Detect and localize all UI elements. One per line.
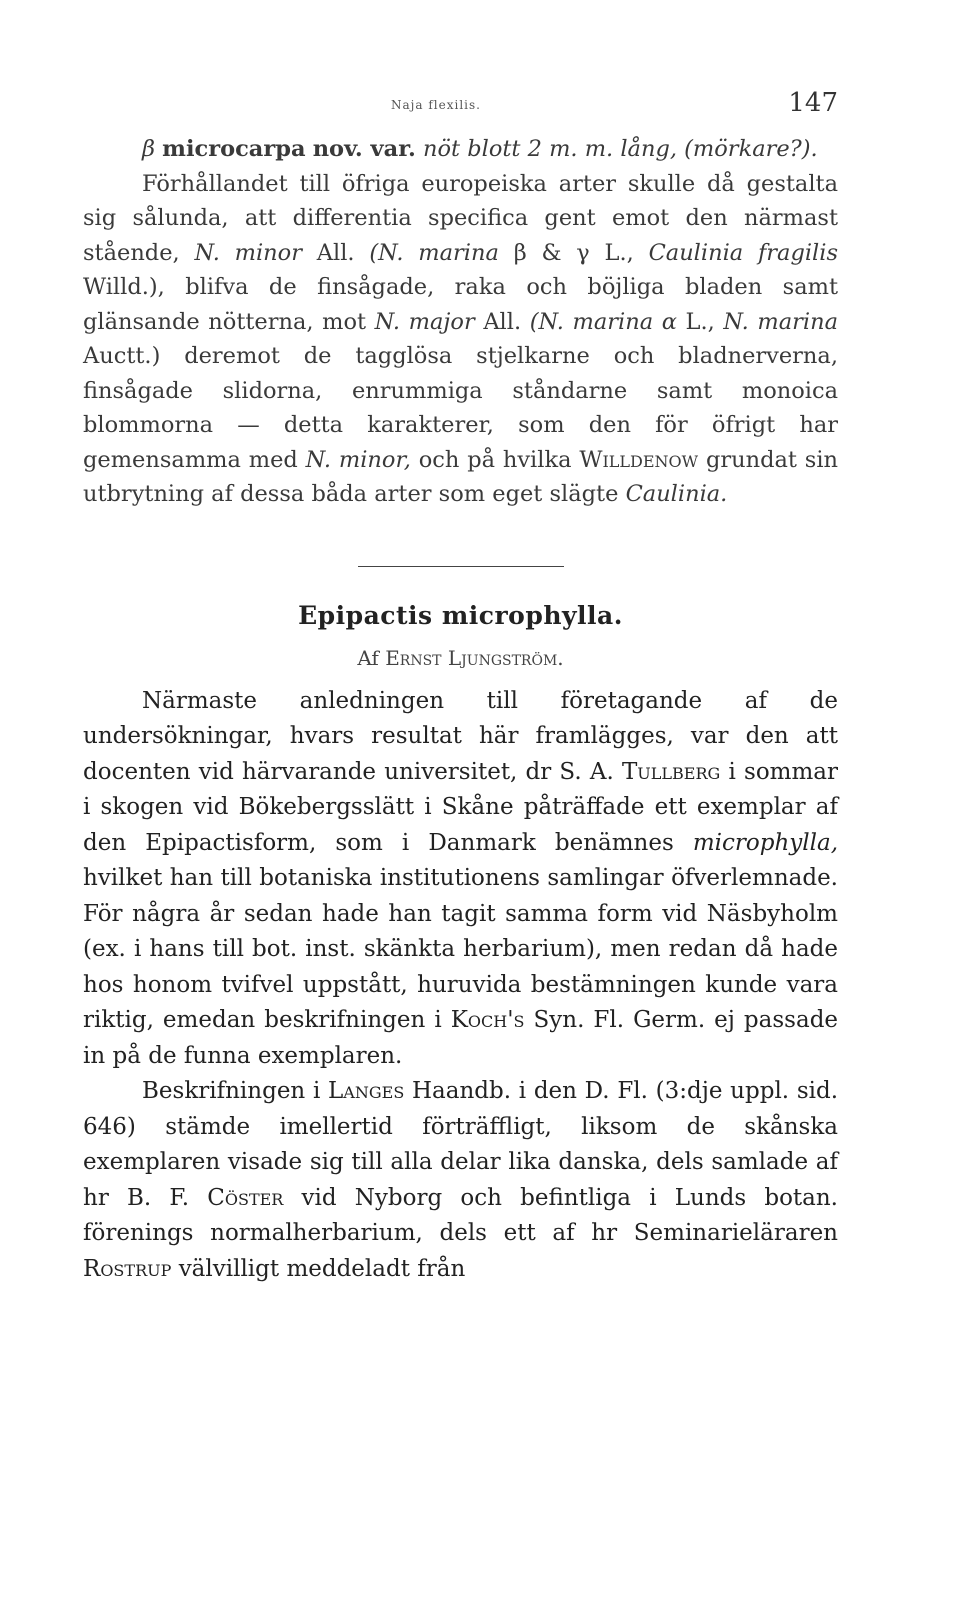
- name-rostrup: Rostrup: [83, 1255, 172, 1282]
- taxon-caulinia: Caulinia.: [625, 481, 728, 507]
- book-page: [83, 88, 838, 1287]
- variety-desc: nöt blott 2 m. m. lång, (mörkare?).: [422, 136, 818, 162]
- taxon-n-minor: N. minor: [194, 239, 302, 266]
- taxon-n-minor-2: N. minor,: [305, 446, 411, 473]
- taxon-n-marina-auctt: N. marina: [723, 308, 838, 335]
- taxon-microphylla: microphylla,: [692, 829, 839, 856]
- name-tullberg: Tullberg: [621, 758, 721, 785]
- running-head: [83, 88, 838, 128]
- section-divider: [358, 566, 564, 567]
- taxon-n-major: N. major: [374, 308, 475, 335]
- variety-name: microcarpa: [162, 136, 306, 162]
- article-byline: Af Ernst Ljungström.: [357, 645, 564, 670]
- name-koch: Koch's: [450, 1007, 525, 1033]
- taxon-n-marina: (N. marina: [369, 239, 499, 266]
- author-willdenow: Willdenow: [579, 446, 699, 473]
- beta-symbol: β: [142, 136, 156, 162]
- variety-tag: nov. var.: [312, 136, 416, 162]
- variety-description: [83, 132, 838, 167]
- page-number: 147: [788, 88, 838, 118]
- author-name: Ernst Ljungström.: [385, 645, 564, 670]
- article-paragraph-2: Beskrifningen i Langes Haandb. i den D. Fl. (3:dje uppl. sid. 646) stämde imellertid förträffligt, liksom de skånska exemplaren visade sig till alla delar lika danska, dels samlade af hr B. F. Cöster vid Nyborg och befintliga i Lunds botan. förenings normalherbarium, dels ett af hr Seminarieläraren Rostrup välvilligt meddeladt från: [83, 1078, 839, 1282]
- taxon-caulinia-fragilis: Caulinia fragilis: [648, 239, 838, 266]
- comparison-paragraph: Förhållandet till öfriga europeiska arter skulle då gestalta sig sålunda, att differentia specifica gent emot den närmast stående, N. minor All. (N. marina β & γ L., Caulinia fragilis Willd.), blifva de finsågade, raka och böjliga bladen samt glänsande nötterna, mot N. major All. (N. marina α L., N. marina Auctt.) deremot de tagglösa stjelkarne och bladnerverna, finsågade slidorna, enrummiga ståndarne samt monoica blommorna — detta karakterer, som den för öfrigt har gemensamma med N. minor, och på hvilka Willdenow grundat sin utbrytning af dessa båda arter som eget slägte Caulinia.: [83, 170, 839, 507]
- article-paragraph-1: Närmaste anledningen till företagande af de undersökningar, hvars resultat här framlägges, var den att docenten vid härvarande universitet, dr S. A. Tullberg i sommar i skogen vid Bökebergsslätt i Skåne påträffade ett exemplar af den Epipactisform, som i Danmark benämnes microphylla, hvilket han till botaniska institutionens samlingar öfverlemnade. För några år sedan hade han tagit samma form vid Näsbyholm (ex. i hans till bot. inst. skänkta herbarium), men redan då hade hos honom tvifvel uppstått, huruvida bestämningen kunde vara riktig, emedan beskrifningen i Koch's Syn. Fl. Germ. ej passade in på de funna exemplaren.: [83, 687, 839, 1069]
- name-lange: Langes: [328, 1078, 405, 1104]
- article-title: Epipactis microphylla.: [298, 600, 623, 630]
- running-head-title: Naja flexilis.: [391, 98, 481, 112]
- taxon-n-marina-alpha: (N. marina α: [529, 308, 677, 335]
- name-coster: Cöster: [207, 1184, 284, 1211]
